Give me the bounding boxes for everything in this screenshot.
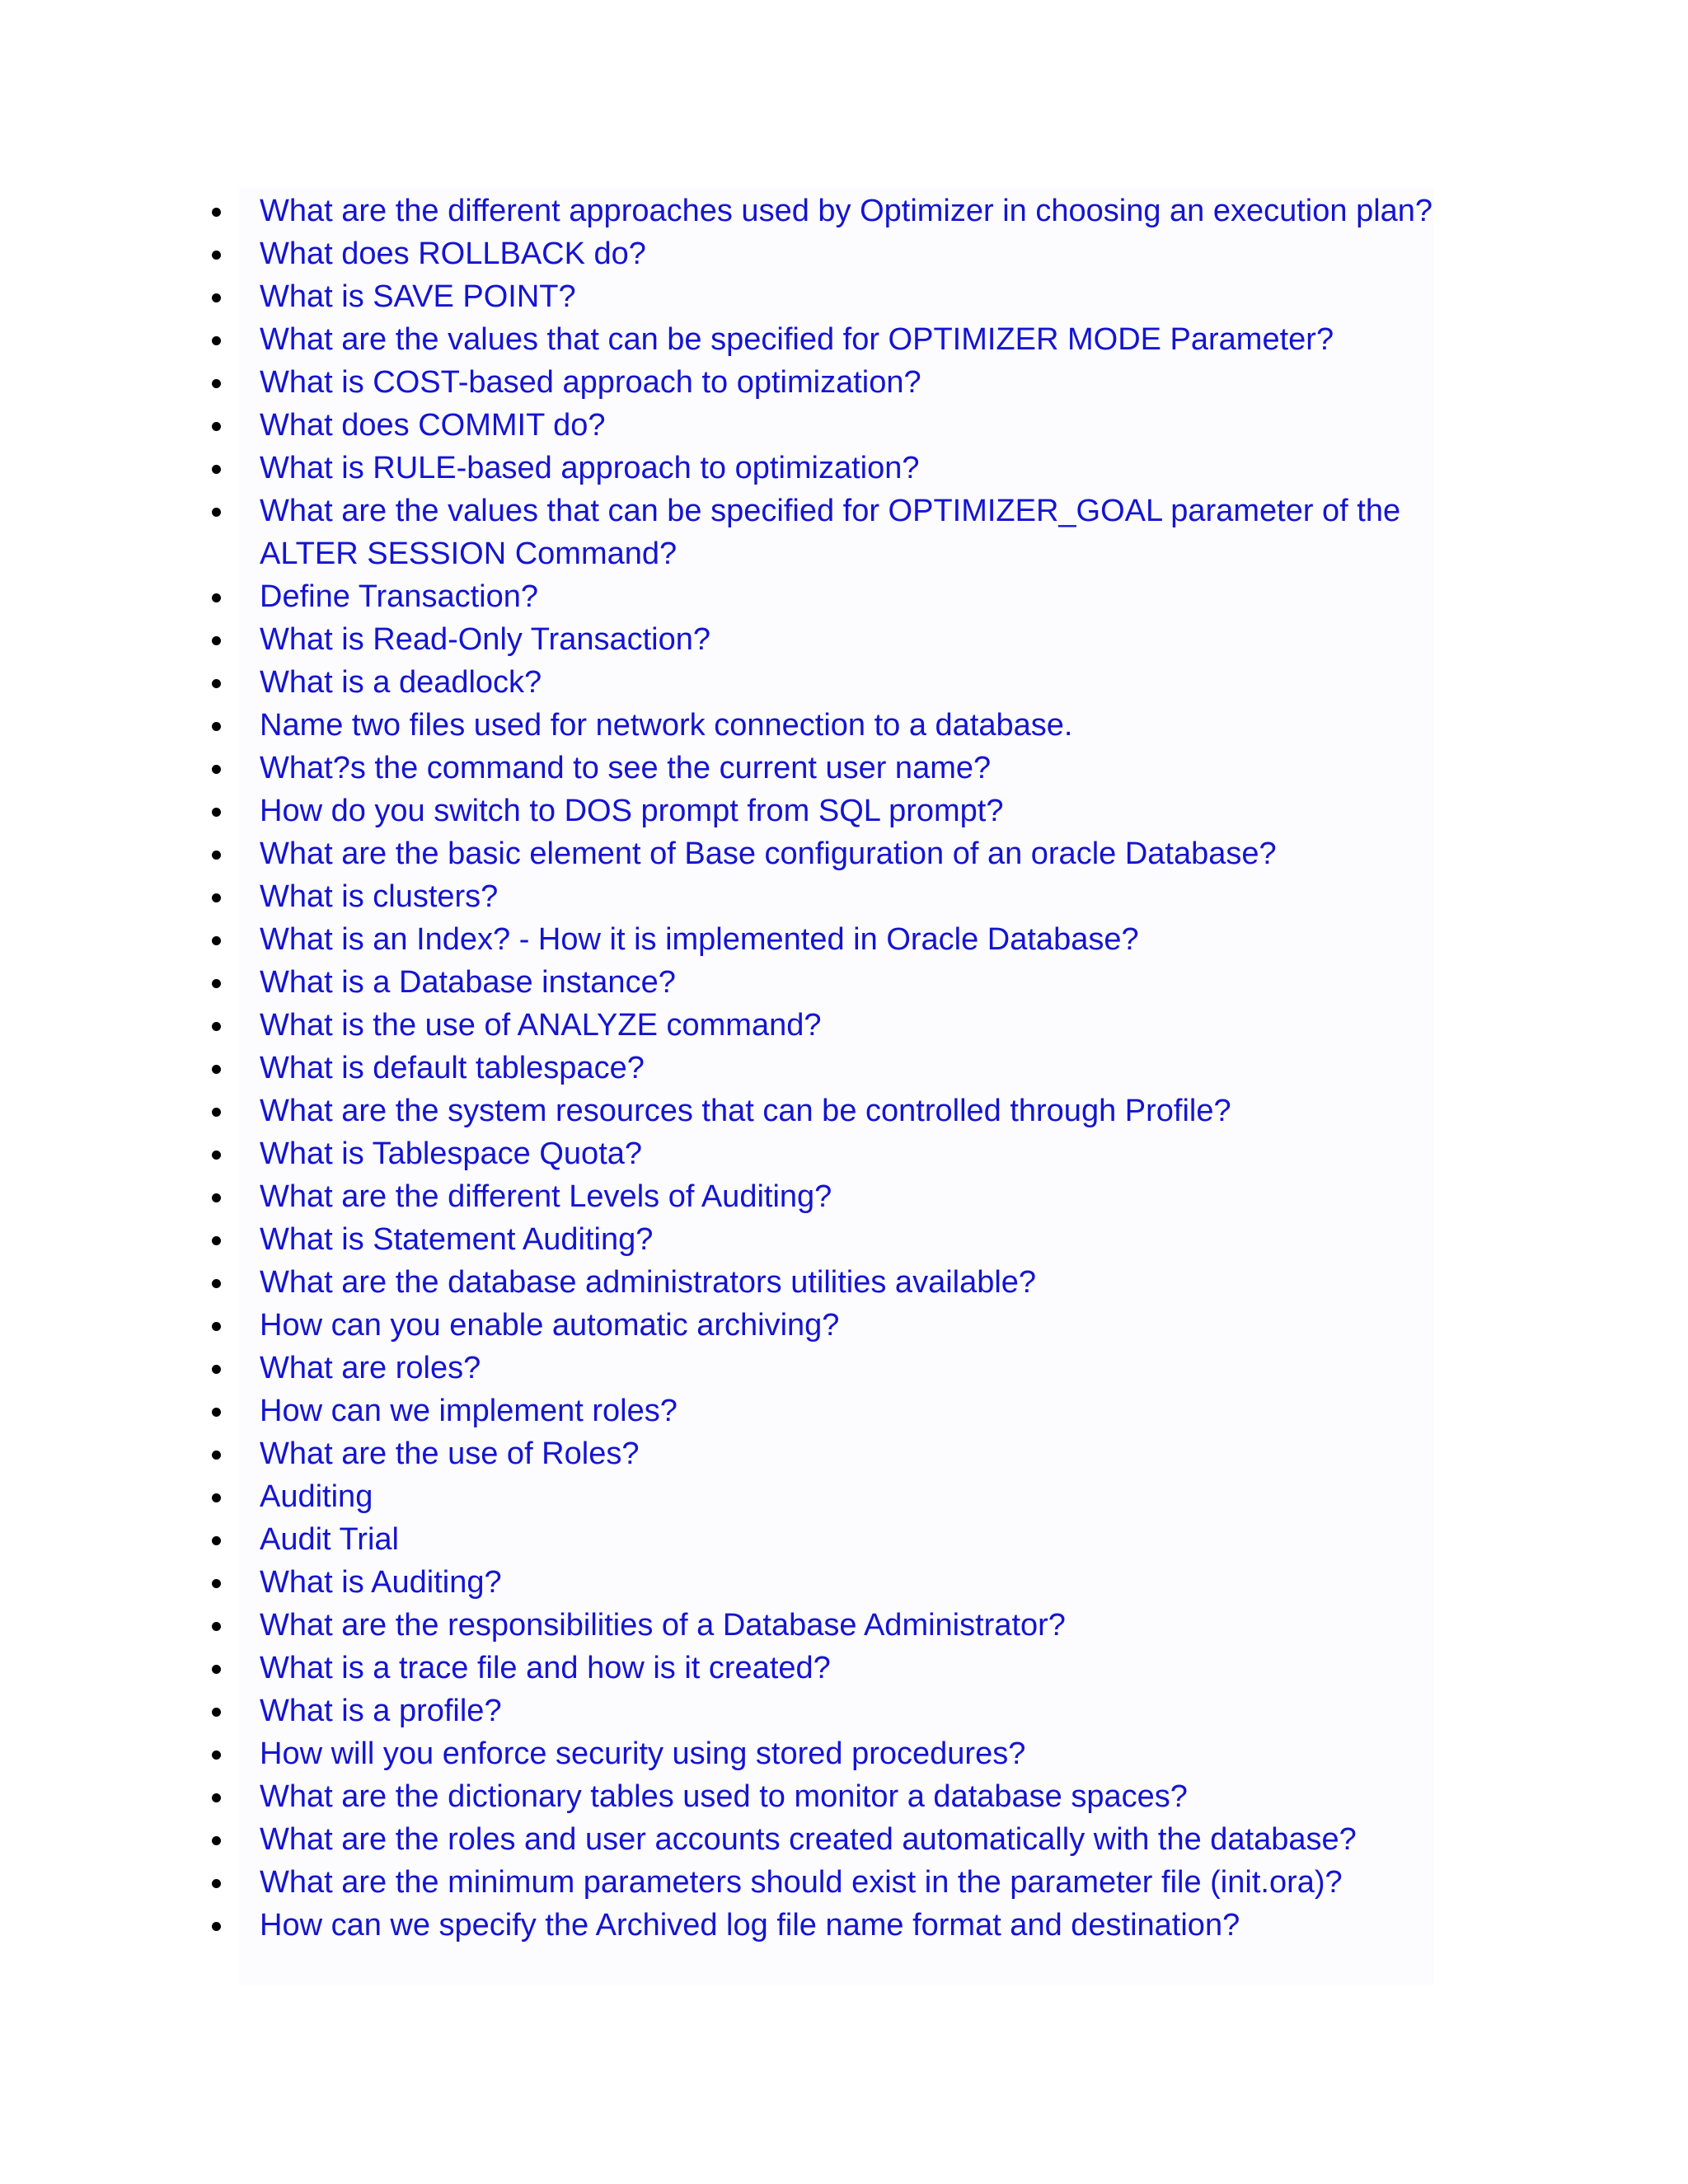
question-link[interactable]: What are the use of Roles? xyxy=(260,1436,640,1471)
question-item[interactable] xyxy=(209,1047,1445,1090)
bullet-icon xyxy=(212,1836,221,1845)
question-item[interactable] xyxy=(209,1818,1445,1861)
question-link[interactable]: What are the minimum parameters should exist in the parameter file (init.ora)? xyxy=(260,1865,1343,1900)
bullet-icon xyxy=(212,1151,221,1160)
question-item[interactable] xyxy=(209,1518,1445,1561)
bullet-icon xyxy=(212,1279,221,1288)
bullet-icon xyxy=(212,1322,221,1331)
bullet-icon xyxy=(212,936,221,945)
bullet-icon xyxy=(212,208,221,217)
bullet-icon xyxy=(212,1493,221,1502)
question-link[interactable]: How can you enable automatic archiving? xyxy=(260,1308,840,1343)
question-item[interactable] xyxy=(209,1132,1445,1175)
bullet-icon xyxy=(212,379,221,388)
question-item[interactable] xyxy=(209,275,1445,318)
question-link[interactable]: Auditing xyxy=(260,1479,373,1514)
question-link[interactable]: What are roles? xyxy=(260,1351,481,1385)
question-item[interactable] xyxy=(209,747,1445,790)
bullet-icon xyxy=(212,1922,221,1931)
question-item[interactable] xyxy=(209,1090,1445,1132)
bullet-icon xyxy=(212,765,221,774)
question-link[interactable]: What is Tablespace Quota? xyxy=(260,1137,643,1171)
bullet-icon xyxy=(212,636,221,645)
bullet-icon xyxy=(212,293,221,302)
question-item[interactable] xyxy=(209,618,1445,661)
question-item[interactable] xyxy=(209,232,1445,275)
bullet-icon xyxy=(212,1879,221,1888)
question-link[interactable]: How can we implement roles? xyxy=(260,1394,678,1428)
question-item[interactable] xyxy=(209,1904,1445,1947)
bullet-icon xyxy=(212,979,221,988)
question-link[interactable]: What are the system resources that can be controlled through Profile? xyxy=(260,1094,1231,1128)
bullet-icon xyxy=(212,679,221,688)
question-link[interactable]: Audit Trial xyxy=(260,1522,399,1557)
bullet-icon xyxy=(212,893,221,902)
question-link[interactable]: What is an Index? - How it is implemented in Oracle Database? xyxy=(260,922,1139,957)
question-link[interactable]: What is Statement Auditing? xyxy=(260,1222,654,1257)
question-list xyxy=(209,190,1445,1947)
bullet-icon xyxy=(212,851,221,860)
question-link[interactable]: Name two files used for network connection to a database. xyxy=(260,708,1073,743)
question-item[interactable] xyxy=(209,1261,1445,1304)
question-link[interactable]: What are the roles and user accounts created automatically with the database? xyxy=(260,1822,1357,1857)
question-link[interactable]: What is Read-Only Transaction? xyxy=(260,622,711,657)
question-link[interactable]: What are the values that can be specified for OPTIMIZER MODE Parameter? xyxy=(260,322,1334,357)
bullet-icon xyxy=(212,508,221,517)
question-link[interactable]: How will you enforce security using stored procedures? xyxy=(260,1736,1026,1771)
question-item[interactable] xyxy=(209,1861,1445,1904)
bullet-icon xyxy=(212,1622,221,1631)
question-item[interactable] xyxy=(209,190,1445,232)
question-link[interactable]: What are the database administrators utilities available? xyxy=(260,1265,1037,1300)
bullet-icon xyxy=(212,251,221,260)
question-link[interactable]: What are the different approaches used by Optimizer in choosing an execution plan? xyxy=(260,194,1433,228)
question-item[interactable] xyxy=(209,832,1445,875)
question-item[interactable] xyxy=(209,447,1445,490)
bullet-icon xyxy=(212,1579,221,1588)
bullet-icon xyxy=(212,336,221,345)
bullet-icon xyxy=(212,1108,221,1117)
bullet-icon xyxy=(212,1793,221,1802)
question-link[interactable]: What is default tablespace? xyxy=(260,1051,645,1085)
bullet-icon xyxy=(212,1022,221,1031)
question-item[interactable] xyxy=(209,1690,1445,1732)
question-link[interactable]: What does ROLLBACK do? xyxy=(260,237,646,271)
question-link[interactable]: What is RULE-based approach to optimization? xyxy=(260,451,920,485)
question-item[interactable] xyxy=(209,1647,1445,1690)
bullet-icon xyxy=(212,1365,221,1374)
question-item[interactable] xyxy=(209,961,1445,1004)
question-link[interactable]: What is a trace file and how is it created? xyxy=(260,1651,831,1685)
question-link[interactable]: What are the values that can be specified for OPTIMIZER_GOAL parameter of the ALTER SESSION Command? xyxy=(260,494,1401,571)
bullet-icon xyxy=(212,465,221,474)
question-item[interactable] xyxy=(209,1732,1445,1775)
question-link[interactable]: What is a deadlock? xyxy=(260,665,542,700)
question-link[interactable]: What?s the command to see the current user name? xyxy=(260,751,992,785)
question-link[interactable]: What is SAVE POINT? xyxy=(260,279,576,314)
question-item[interactable] xyxy=(209,1775,1445,1818)
bullet-icon xyxy=(212,1065,221,1074)
question-link[interactable]: What are the different Levels of Auditing? xyxy=(260,1179,832,1214)
bullet-icon xyxy=(212,1708,221,1717)
question-link[interactable]: What are the basic element of Base configuration of an oracle Database? xyxy=(260,837,1277,871)
question-item[interactable] xyxy=(209,875,1445,918)
question-item[interactable] xyxy=(209,661,1445,704)
question-link[interactable]: What is Auditing? xyxy=(260,1565,502,1600)
question-link[interactable]: How can we specify the Archived log file name format and destination? xyxy=(260,1908,1240,1943)
bullet-icon xyxy=(212,1750,221,1760)
question-item[interactable] xyxy=(209,1004,1445,1047)
bullet-icon xyxy=(212,1665,221,1674)
question-item[interactable] xyxy=(209,575,1445,618)
question-item[interactable] xyxy=(209,1390,1445,1432)
bullet-icon xyxy=(212,1536,221,1545)
question-link[interactable]: What does COMMIT do? xyxy=(260,408,606,443)
bullet-icon xyxy=(212,1408,221,1417)
question-item[interactable] xyxy=(209,790,1445,832)
question-link[interactable]: How do you switch to DOS prompt from SQL prompt? xyxy=(260,794,1004,828)
question-item[interactable] xyxy=(209,1347,1445,1390)
question-link[interactable]: What is a profile? xyxy=(260,1694,502,1728)
question-item[interactable] xyxy=(209,1218,1445,1261)
question-link[interactable]: What is clusters? xyxy=(260,879,499,914)
question-item[interactable] xyxy=(209,1175,1445,1218)
question-item[interactable] xyxy=(209,490,1445,575)
question-item[interactable] xyxy=(209,1432,1445,1475)
question-link[interactable]: What is COST-based approach to optimization? xyxy=(260,365,921,400)
bullet-icon xyxy=(212,422,221,431)
bullet-icon xyxy=(212,1451,221,1460)
bullet-icon xyxy=(212,593,221,602)
bullet-icon xyxy=(212,808,221,817)
bullet-icon xyxy=(212,1193,221,1202)
question-link[interactable]: What is a Database instance? xyxy=(260,965,676,1000)
question-item[interactable] xyxy=(209,1604,1445,1647)
bullet-icon xyxy=(212,1236,221,1245)
question-link[interactable]: What are the responsibilities of a Database Administrator? xyxy=(260,1608,1066,1643)
bullet-icon xyxy=(212,722,221,731)
question-link[interactable]: Define Transaction? xyxy=(260,579,538,614)
question-item[interactable] xyxy=(209,1561,1445,1604)
question-link[interactable]: What is the use of ANALYZE command? xyxy=(260,1008,822,1043)
question-item[interactable] xyxy=(209,318,1445,361)
question-item[interactable] xyxy=(209,918,1445,961)
question-item[interactable] xyxy=(209,1304,1445,1347)
question-link[interactable]: What are the dictionary tables used to monitor a database spaces? xyxy=(260,1779,1188,1814)
question-item[interactable] xyxy=(209,361,1445,404)
question-item[interactable] xyxy=(209,704,1445,747)
question-item[interactable] xyxy=(209,1475,1445,1518)
question-item[interactable] xyxy=(209,404,1445,447)
